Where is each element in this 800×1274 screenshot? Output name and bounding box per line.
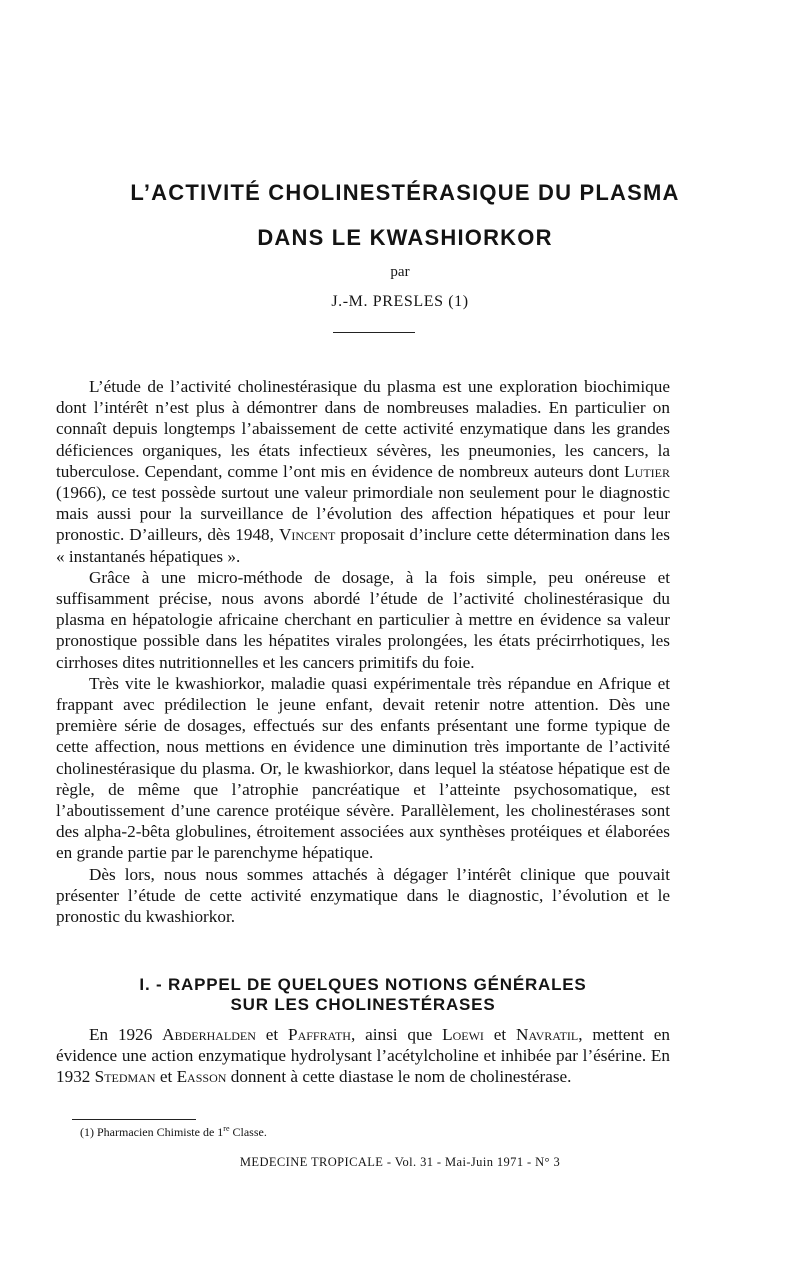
paragraph-5-part-e: , mettent en évidence une action enzymatique hydrolysant l’acétylcholine et inhibée par l’ésérine. En 1932 [56, 1025, 671, 1087]
byline: par [390, 264, 410, 280]
paragraph-1-part-a: L’étude de l’activité cholinestérasique du plasma est une exploration biochimique dont l’intérêt n’est plus à démontrer dans de nombreuses maladies. En particulier on connaît depuis longtemps l’abaissement de cette activité enzymatique dans les grandes déficiences organiques, les états infectieux sévères, les pneumonies, les cancers, la tuberculose. Cependant, comme l’ont mis en évidence de nombreux auteurs dont [56, 377, 670, 481]
article-title-line-2: DANS LE KWASHIORKOR [257, 225, 553, 250]
section-heading [56, 975, 670, 1015]
title-divider [333, 332, 415, 333]
paragraph-5-part-b: et [255, 1025, 289, 1044]
journal-footer: MEDECINE TROPICALE - Vol. 31 - Mai-Juin 1971 - N° 3 [239, 1155, 561, 1169]
footnote-superscript: re [223, 1124, 230, 1133]
paragraph-5-part-d: et [483, 1025, 517, 1044]
footnote-divider [72, 1119, 196, 1120]
author-citation-abderhalden: Abderhalden [162, 1025, 256, 1044]
author-citation-stedman: Stedman [94, 1067, 156, 1087]
author-citation-loewi: Loewi [442, 1025, 484, 1044]
paragraph-5-part-g: donnent à cette diastase le nom de cholinestérase. [226, 1067, 572, 1087]
paragraph-1 [56, 376, 670, 567]
paragraph-5-part-a: En 1926 [89, 1025, 163, 1044]
paragraph-1-part-c: proposait d’inclure cette détermination dans les « instantanés hépatiques ». [56, 525, 670, 566]
paragraph-5-part-c: , ainsi que [350, 1025, 443, 1044]
author-citation-lutier: Lutier [624, 461, 670, 481]
author: J.-M. PRESLES (1) [331, 293, 469, 310]
author-citation-navratil: Navratil [516, 1025, 579, 1044]
footnote-text: (1) Pharmacien Chimiste de 1 [80, 1125, 224, 1139]
introduction-text [56, 376, 670, 927]
paragraph-4: Dès lors, nous nous sommes attachés à dégager l’intérêt clinique que pouvait présenter l’étude de cette activité enzymatique dans le diagnostic, l’évolution et le pronostic du kwashiorkor. [56, 864, 670, 927]
footnote-tail: Classe. [229, 1125, 267, 1139]
author-citation-easson: Easson [176, 1067, 227, 1087]
paragraph-1-part-b: (1966), ce test possède surtout une valeur primordiale non seulement pour le diagnostic mais aussi pour la surveillance de l’évolution des affection hépatiques et pour leur pronostic. D’ailleurs, dès 1948, [56, 483, 670, 545]
paragraph-2: Grâce à une micro-méthode de dosage, à la fois simple, peu onéreuse et suffisamment précise, nous avons abordé l’étude de l’activité cholinestérasique du plasma en hépatologie africaine cherchant en particulier à mettre en évidence sa valeur pronostique possible dans les hépatites virales prolongées, les états précirrhotiques, les cirrhoses dites nutritionnelles et les cancers primitifs du foie. [56, 567, 670, 672]
paragraph-5-part-f: et [155, 1067, 177, 1087]
section-heading-line-1: I. - RAPPEL DE QUELQUES NOTIONS GÉNÉRALES [139, 975, 587, 994]
paragraph-3: Très vite le kwashiorkor, maladie quasi expérimentale très répandue en Afrique et frappant avec prédilection le jeune enfant, devait retenir notre attention. Dès une première série de dosages, effectués sur des enfants présentant une forme typique de cette affection, nous mettions en évidence une diminution très importante de l’activité cholinestérasique du plasma. Or, le kwashiorkor, dans lequel la stéatose hépatique est de règle, de même que l’atrophie pancréatique et l’atteinte psychosomatique, est l’aboutissement d’une carence protéique sévère. Parallèlement, les cholinestérases sont des alpha-2-bêta globulines, étroitement associées aux synthèses protéiques et élaborées en grande partie par le parenchyme hépatique. [56, 673, 670, 863]
section-heading-line-2: SUR LES CHOLINESTÉRASES [230, 995, 496, 1014]
author-citation-vincent: Vincent [278, 525, 336, 545]
paragraph-5 [56, 1024, 670, 1088]
author-citation-paffrath: Paffrath [288, 1025, 351, 1044]
article-title-line-1: L’ACTIVITÉ CHOLINESTÉRASIQUE DU PLASMA [130, 180, 680, 205]
section-1-text [56, 1024, 670, 1088]
footnote [80, 1124, 267, 1140]
